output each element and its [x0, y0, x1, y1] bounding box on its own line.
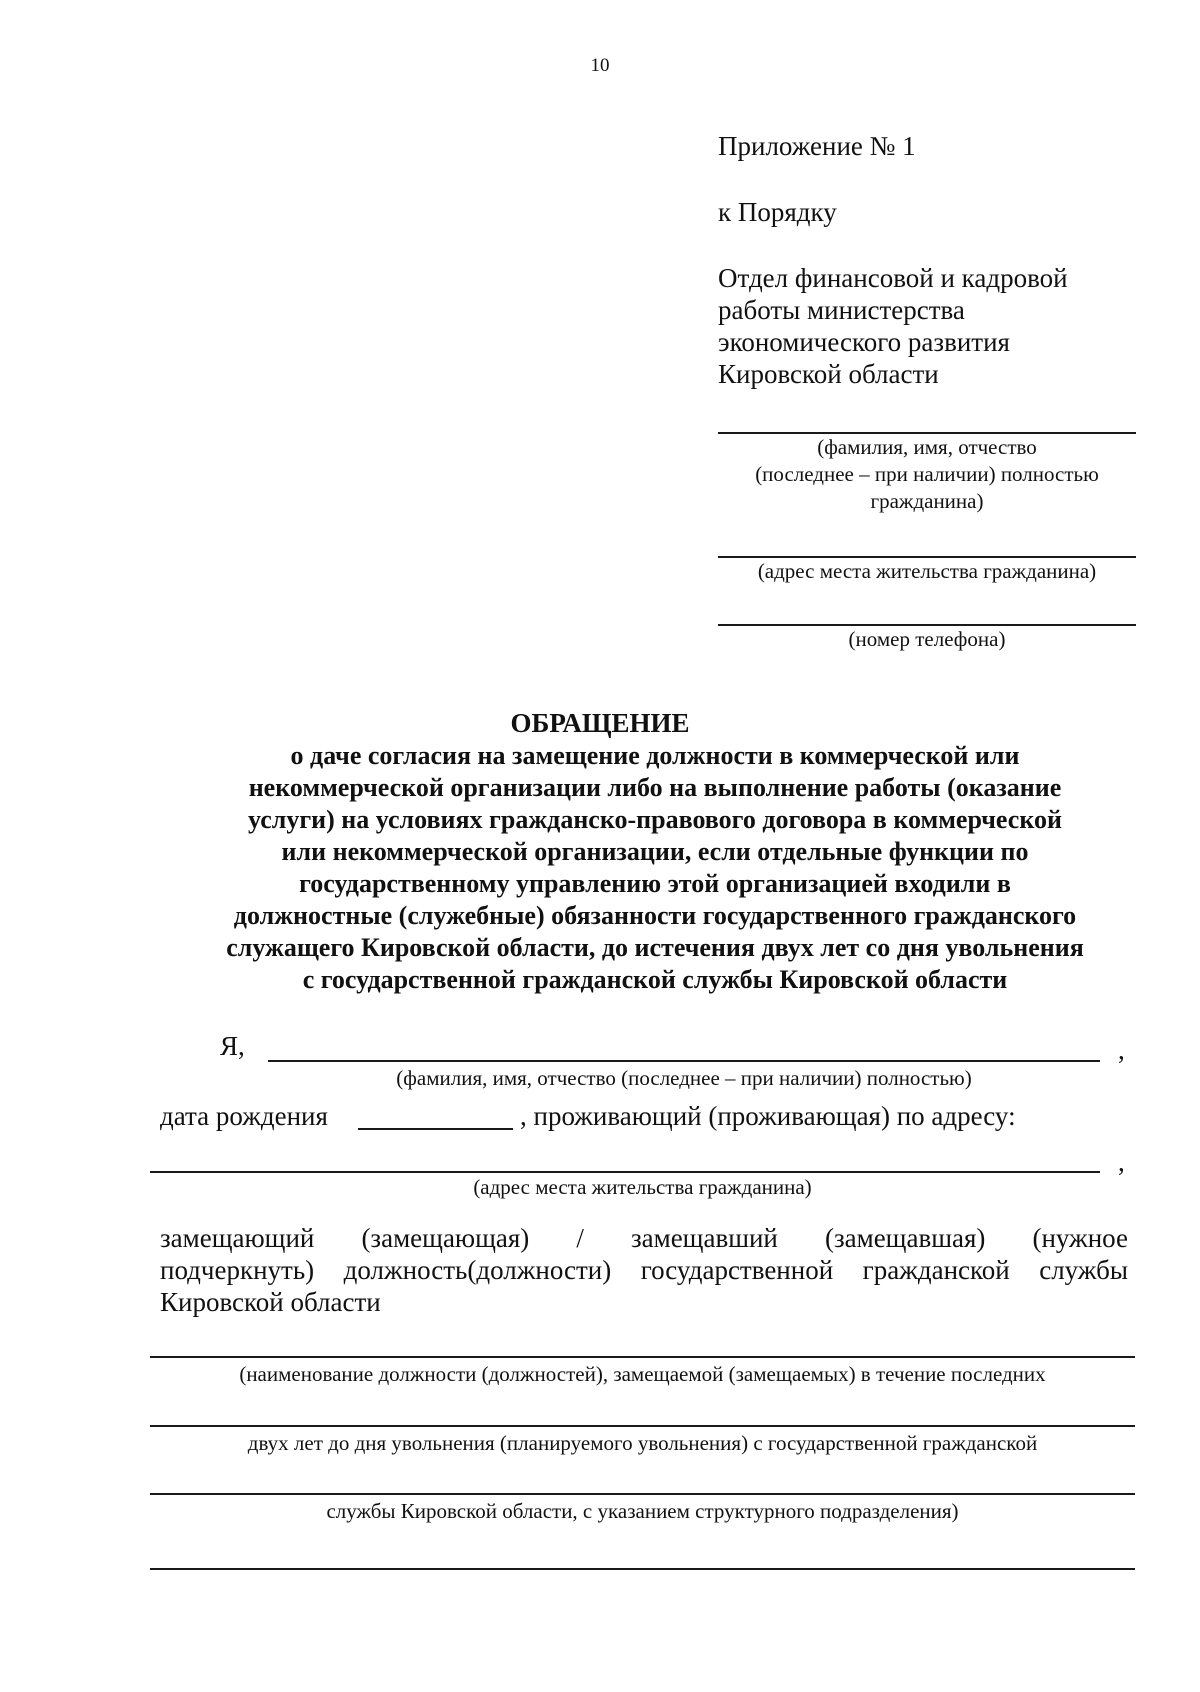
full-name-field[interactable]: [268, 1060, 1100, 1062]
birth-date-label: дата рождения: [160, 1101, 328, 1131]
subtitle-line: служащего Кировской области, до истечения двух лет со дня увольнения: [226, 933, 1084, 962]
applicant-name-caption-3: гражданина): [870, 489, 984, 513]
position-word: (замещавшая): [824, 1223, 986, 1253]
subtitle-line: о даче согласия на замещение должности в коммерческой или: [290, 741, 1020, 770]
subtitle-line: с государственной гражданской службы Кировской области: [302, 965, 1008, 994]
subtitle-line: или некоммерческой организации, если отдельные функции по: [281, 837, 1029, 866]
position-word: замещающий: [160, 1223, 315, 1253]
position-field-2[interactable]: [150, 1425, 1135, 1427]
position-field-3[interactable]: [150, 1493, 1135, 1495]
address-comma: ,: [1118, 1147, 1125, 1177]
addressee-line-4: Кировской области: [718, 359, 939, 389]
position-word: /: [576, 1223, 584, 1253]
position-word: замещавший: [630, 1223, 778, 1253]
applicant-name-caption-1: (фамилия, имя, отчество: [817, 435, 1037, 459]
position-caption-1: (наименование должности (должностей), замещаемой (замещаемых) в течение последних: [239, 1362, 1046, 1386]
full-name-caption: (фамилия, имя, отчество (последнее – при наличии) полностью): [396, 1066, 972, 1090]
applicant-name-caption-2: (последнее – при наличии) полностью: [755, 462, 1099, 486]
subtitle-line: должностные (служебные) обязанности государственного гражданского: [233, 901, 1077, 930]
applicant-address-caption: (адрес места жительства гражданина): [757, 559, 1097, 583]
subtitle-line: услуги) на условиях гражданско-правового договора в коммерческой: [248, 805, 1062, 834]
position-word: (замещающая): [361, 1223, 530, 1253]
position-line-3: Кировской области: [160, 1287, 381, 1317]
subtitle-line: государственному управлению этой организацией входили в: [299, 869, 1011, 898]
addressee-line-2: работы министерства: [718, 295, 965, 325]
subtitle-line: некоммерческой организации либо на выполнение работы (оказание: [248, 773, 1062, 802]
position-line-1: [160, 1222, 1128, 1254]
appendix-label: Приложение № 1: [718, 131, 916, 161]
applicant-phone-caption: (номер телефона): [848, 627, 1006, 651]
position-word: (нужное: [1032, 1223, 1128, 1253]
residing-label: , проживающий (проживающая) по адресу:: [520, 1101, 1016, 1131]
position-field-4[interactable]: [150, 1568, 1135, 1570]
birth-date-field[interactable]: [358, 1128, 513, 1130]
position-caption-2: двух лет до дня увольнения (планируемого увольнения) с государственной гражданской: [247, 1431, 1038, 1455]
position-line-2: подчеркнуть) должность(должности) государственной гражданской службы: [160, 1255, 1128, 1285]
document-title: ОБРАЩЕНИЕ: [510, 708, 690, 738]
addressee-line-1: Отдел финансовой и кадровой: [718, 263, 1068, 293]
order-reference: к Порядку: [718, 197, 837, 227]
addressee-line-3: экономического развития: [718, 327, 1010, 357]
i-label: Я,: [220, 1031, 245, 1061]
position-caption-3: службы Кировской области, с указанием структурного подразделения): [326, 1499, 959, 1523]
residence-address-caption: (адрес места жительства гражданина): [473, 1175, 812, 1199]
position-field-1[interactable]: [150, 1356, 1135, 1358]
full-name-comma: ,: [1118, 1035, 1125, 1065]
residence-address-field[interactable]: [150, 1171, 1100, 1173]
page-number: 10: [590, 55, 610, 76]
document-subtitle: [155, 740, 1155, 996]
